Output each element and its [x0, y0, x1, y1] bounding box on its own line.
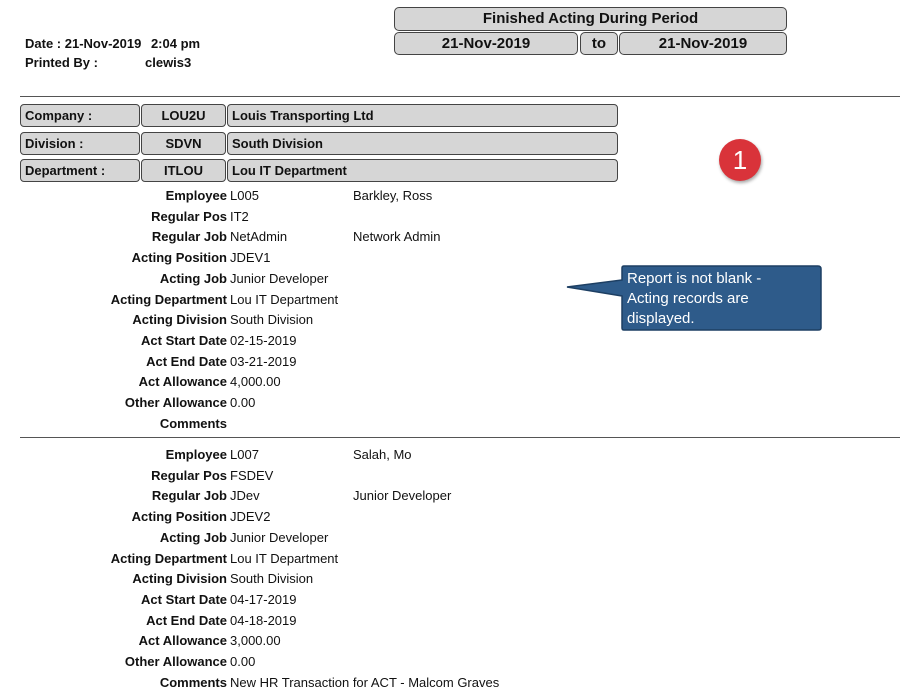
- field-value: L007: [230, 447, 259, 462]
- field-label: Act Allowance: [138, 633, 227, 649]
- report-title: Finished Acting During Period: [394, 7, 787, 31]
- field-row-act-start-date: [0, 333, 700, 353]
- field-row-other-allowance: [0, 395, 700, 415]
- period-from-date: 21-Nov-2019: [394, 32, 578, 55]
- field-label: Acting Department: [110, 550, 227, 566]
- callout-line-1: Report is not blank -: [627, 270, 762, 287]
- group-row: [20, 132, 620, 155]
- field-value: NetAdmin: [230, 229, 288, 245]
- field-label: Other Allowance: [124, 654, 227, 669]
- group-label: Division :: [20, 132, 140, 155]
- field-row-act-allowance: [0, 633, 700, 653]
- date-label: Date : 21-Nov-2019: [25, 36, 142, 51]
- field-value: 03-21-2019: [230, 353, 297, 369]
- field-value: L005: [230, 188, 259, 203]
- field-value: JDEV2: [230, 509, 271, 525]
- field-value: South Division: [230, 571, 314, 587]
- callout-line-2: Acting records are: [627, 290, 749, 307]
- field-label: Regular Pos: [151, 467, 227, 483]
- record-divider: [20, 437, 900, 438]
- field-value: Junior Developer: [230, 270, 329, 286]
- field-value: IT2: [230, 208, 249, 224]
- field-row-employee: [0, 447, 700, 467]
- field-value: 0.00: [230, 395, 256, 410]
- printed-by-label: Printed By :: [25, 55, 98, 70]
- field-row-acting-department: [0, 551, 700, 571]
- group-code: SDVN: [141, 132, 226, 155]
- field-row-employee: [0, 188, 700, 208]
- field-value: Junior Developer: [230, 529, 329, 545]
- field-value: Lou IT Department: [230, 291, 339, 307]
- field-label: Act Start Date: [141, 591, 227, 607]
- field-value: Lou IT Department: [230, 550, 339, 566]
- field-row-acting-division: [0, 312, 700, 332]
- field-value: FSDEV: [230, 467, 274, 483]
- callout-line-3: displayed.: [627, 310, 695, 327]
- report-date: [25, 36, 200, 51]
- printed-by-value: clewis3: [145, 55, 192, 70]
- group-label: Department :: [20, 159, 140, 182]
- field-row-act-end-date: [0, 613, 700, 633]
- field-value-secondary: Network Admin: [353, 229, 441, 245]
- field-label: Act End Date: [146, 353, 227, 369]
- field-value: 0.00: [230, 654, 256, 669]
- field-label: Acting Position: [131, 509, 227, 525]
- period-to-date: 21-Nov-2019: [619, 32, 787, 55]
- field-row-regular-job: [0, 229, 700, 249]
- field-label: Employee: [165, 447, 227, 462]
- annotation-badge-number: 1: [732, 145, 748, 175]
- group-code: LOU2U: [141, 104, 226, 127]
- header-divider: [20, 96, 900, 97]
- print-time: 2:04 pm: [150, 36, 201, 51]
- field-row-act-start-date: [0, 592, 700, 612]
- field-value: 04-17-2019: [230, 591, 297, 607]
- period-to-label: to: [580, 32, 618, 55]
- field-label: Act Start Date: [141, 332, 227, 348]
- field-label: Regular Job: [151, 229, 227, 245]
- field-value: South Division: [230, 312, 314, 328]
- employee-record: [0, 188, 700, 436]
- field-label: Act End Date: [146, 612, 227, 628]
- field-value: 3,000.00: [230, 633, 281, 649]
- group-code: ITLOU: [141, 159, 226, 182]
- field-value: JDEV1: [230, 250, 271, 266]
- field-label: Act Allowance: [138, 374, 227, 390]
- field-value: 02-15-2019: [230, 332, 297, 348]
- field-label: Acting Job: [159, 529, 227, 545]
- field-label: Regular Job: [151, 488, 227, 504]
- field-label: Acting Job: [159, 270, 227, 286]
- field-value-secondary: Junior Developer: [353, 488, 452, 504]
- field-label: Employee: [165, 188, 227, 203]
- field-row-regular-pos: [0, 468, 700, 488]
- employee-record: [0, 447, 700, 695]
- field-row-other-allowance: [0, 654, 700, 674]
- field-row-acting-position: [0, 509, 700, 529]
- field-row-act-allowance: [0, 374, 700, 394]
- field-row-acting-job: [0, 271, 700, 291]
- field-row-regular-job: [0, 488, 700, 508]
- field-row-regular-pos: [0, 209, 700, 229]
- field-row-acting-position: [0, 250, 700, 270]
- field-label: Other Allowance: [124, 395, 227, 410]
- group-name: South Division: [227, 132, 618, 155]
- field-row-acting-division: [0, 571, 700, 591]
- group-label: Company :: [20, 104, 140, 127]
- group-row: [20, 159, 620, 182]
- group-name: Louis Transporting Ltd: [227, 104, 618, 127]
- field-value: New HR Transaction for ACT - Malcom Graves: [230, 674, 500, 690]
- field-value-secondary: Salah, Mo: [353, 447, 412, 462]
- field-label: Comments: [159, 415, 227, 431]
- field-label: Regular Pos: [151, 208, 227, 224]
- field-label: Acting Division: [132, 571, 227, 587]
- group-name: Lou IT Department: [227, 159, 618, 182]
- group-row: [20, 104, 620, 127]
- field-value: 04-18-2019: [230, 612, 297, 628]
- field-value-secondary: Barkley, Ross: [353, 188, 433, 203]
- field-row-comments: [0, 416, 700, 436]
- field-row-acting-job: [0, 530, 700, 550]
- field-label: Acting Division: [132, 312, 227, 328]
- annotation-badge: [719, 139, 761, 181]
- field-label: Comments: [159, 674, 227, 690]
- field-row-act-end-date: [0, 354, 700, 374]
- field-label: Acting Position: [131, 250, 227, 266]
- field-value: 4,000.00: [230, 374, 281, 390]
- field-row-acting-department: [0, 292, 700, 312]
- field-value: JDev: [230, 488, 260, 504]
- field-label: Acting Department: [110, 291, 227, 307]
- field-row-comments: [0, 675, 700, 695]
